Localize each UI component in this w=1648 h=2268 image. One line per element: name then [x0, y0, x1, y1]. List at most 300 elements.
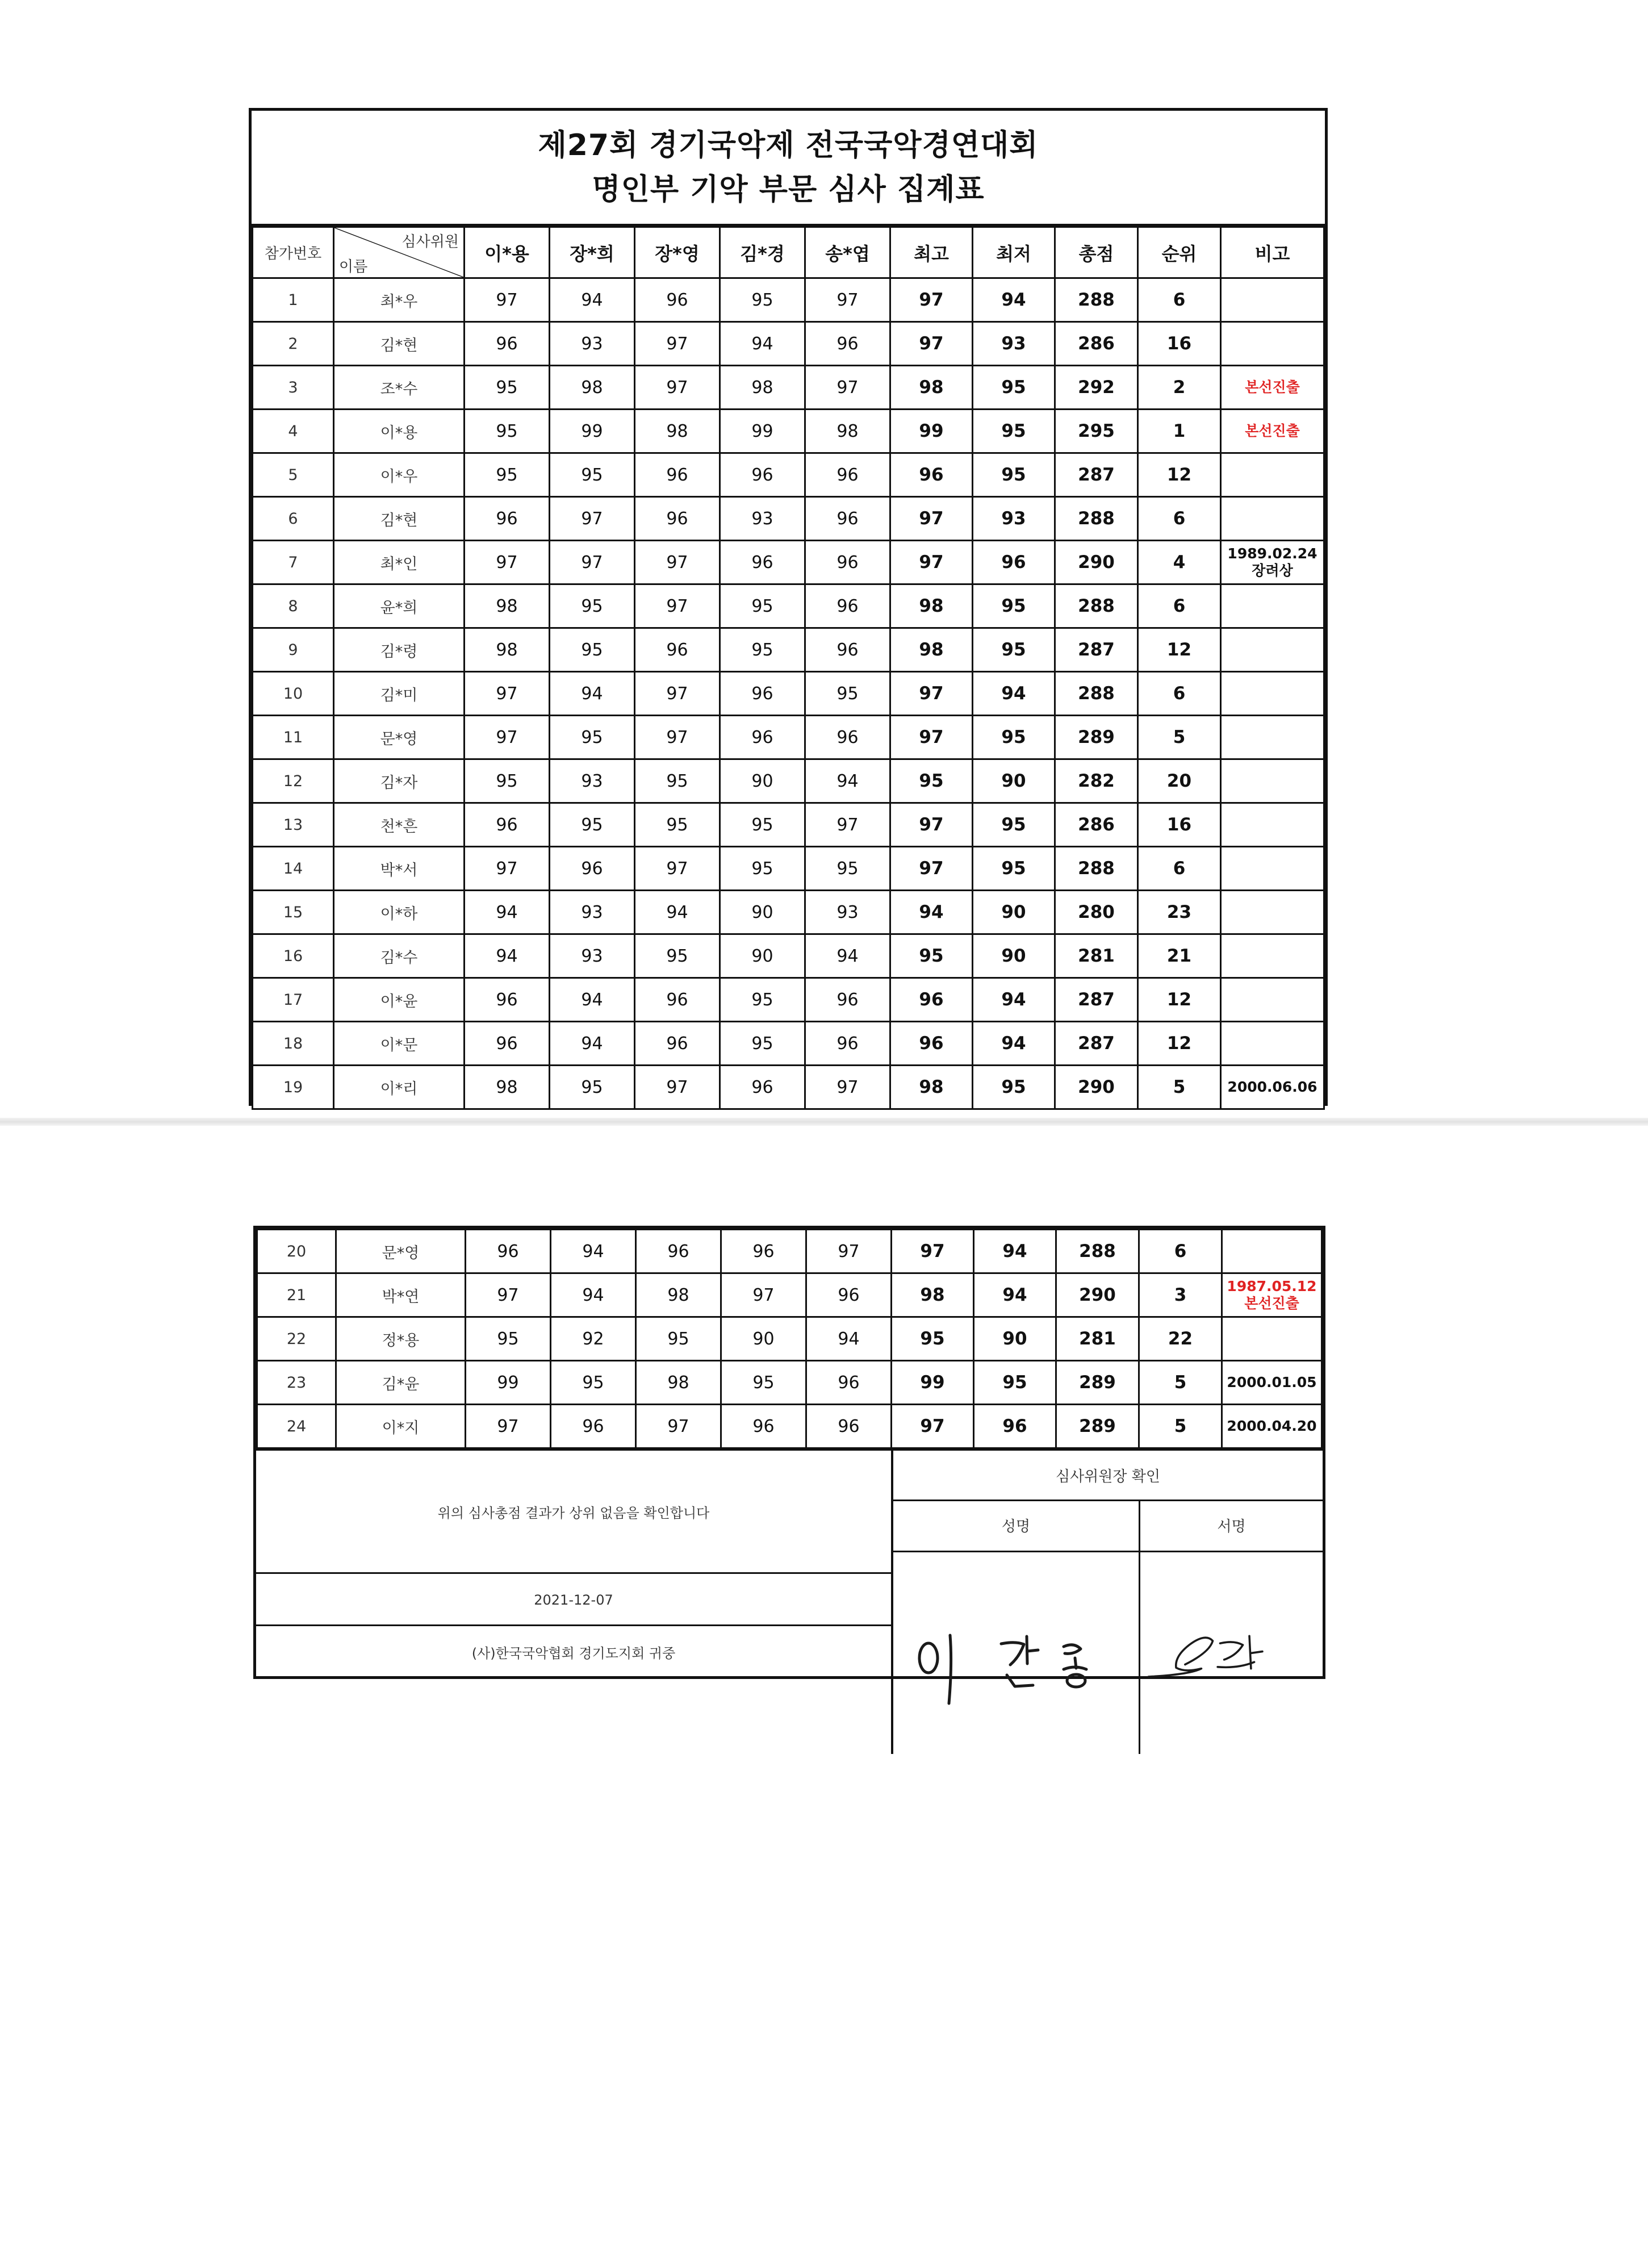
score-judge-3: 96	[635, 278, 720, 322]
entry-number: 14	[253, 847, 334, 891]
score-judge-5: 97	[805, 366, 890, 410]
rank: 16	[1138, 322, 1221, 366]
note-cell	[1222, 1361, 1322, 1405]
score-judge-5: 97	[805, 278, 890, 322]
entry-name: 김*윤	[336, 1361, 466, 1405]
score-judge-1: 99	[466, 1361, 551, 1405]
entry-number: 1	[253, 278, 334, 322]
score-judge-3: 95	[635, 759, 720, 803]
score-min: 96	[974, 1405, 1056, 1448]
entry-number: 22	[257, 1317, 336, 1361]
score-judge-4: 95	[720, 628, 805, 672]
score-total: 295	[1055, 410, 1138, 453]
header-number: 참가번호	[253, 227, 334, 278]
score-judge-3: 97	[635, 322, 720, 366]
score-judge-1: 97	[466, 1273, 551, 1317]
note-cell	[1221, 934, 1324, 978]
table-row	[253, 934, 1324, 978]
score-judge-2: 99	[550, 410, 635, 453]
score-judge-4: 98	[720, 366, 805, 410]
entry-name: 윤*희	[334, 584, 465, 628]
header-note: 비고	[1221, 227, 1324, 278]
score-min: 94	[973, 672, 1055, 716]
rank: 6	[1138, 672, 1221, 716]
table-row	[253, 322, 1324, 366]
header-judges: 심사위원	[401, 233, 459, 250]
score-judge-1: 95	[465, 759, 550, 803]
entry-number: 24	[257, 1405, 336, 1448]
note-cell	[1222, 1405, 1322, 1448]
table-row	[253, 672, 1324, 716]
score-total: 287	[1055, 1022, 1138, 1066]
score-max: 99	[890, 410, 973, 453]
note-cell	[1221, 759, 1324, 803]
header-max: 최고	[890, 227, 973, 278]
score-judge-4: 97	[721, 1273, 806, 1317]
score-max: 97	[890, 672, 973, 716]
score-judge-1: 96	[466, 1230, 551, 1273]
rank: 6	[1138, 278, 1221, 322]
entry-number: 6	[253, 497, 334, 541]
note-cell	[1221, 278, 1324, 322]
score-judge-3: 96	[635, 628, 720, 672]
note-text: 2000.01.05	[1227, 1374, 1317, 1390]
table-row	[253, 978, 1324, 1022]
score-total: 290	[1056, 1273, 1139, 1317]
score-judge-2: 93	[550, 322, 635, 366]
note-cell	[1221, 1022, 1324, 1066]
chair-signature	[1140, 1551, 1323, 1754]
entry-number: 2	[253, 322, 334, 366]
table-row	[253, 628, 1324, 672]
entry-name: 이*윤	[334, 978, 465, 1022]
entry-number: 9	[253, 628, 334, 672]
note-cell	[1221, 584, 1324, 628]
score-judge-4: 96	[720, 672, 805, 716]
score-judge-2: 92	[551, 1317, 636, 1361]
name-label: 성명	[893, 1500, 1140, 1552]
score-min: 93	[973, 322, 1055, 366]
score-total: 282	[1055, 759, 1138, 803]
score-judge-3: 97	[635, 1066, 720, 1109]
table-row	[257, 1230, 1322, 1273]
score-judge-3: 98	[636, 1361, 721, 1405]
score-max: 97	[892, 1405, 974, 1448]
score-total: 280	[1055, 891, 1138, 934]
score-judge-3: 97	[635, 584, 720, 628]
score-sheet-page-1	[249, 108, 1328, 1106]
entry-number: 18	[253, 1022, 334, 1066]
score-max: 94	[890, 891, 973, 934]
score-judge-2: 97	[550, 541, 635, 584]
score-judge-1: 97	[465, 672, 550, 716]
score-judge-4: 95	[720, 1022, 805, 1066]
score-judge-3: 96	[636, 1230, 721, 1273]
confirmation-footer	[256, 1449, 1323, 1754]
score-judge-1: 98	[465, 584, 550, 628]
score-judge-2: 97	[550, 497, 635, 541]
score-judge-3: 95	[635, 803, 720, 847]
table-row	[253, 891, 1324, 934]
table-row	[253, 366, 1324, 410]
entry-name: 이*하	[334, 891, 465, 934]
entry-number: 5	[253, 453, 334, 497]
score-judge-5: 97	[805, 1066, 890, 1109]
entry-number: 16	[253, 934, 334, 978]
score-judge-5: 96	[805, 322, 890, 366]
rank: 5	[1139, 1405, 1222, 1448]
confirm-statement: 위의 심사총점 결과가 상위 없음을 확인합니다	[437, 1505, 710, 1521]
score-total: 289	[1056, 1405, 1139, 1448]
score-judge-2: 95	[551, 1361, 636, 1405]
score-judge-5: 98	[805, 410, 890, 453]
note-text: 2000.04.20	[1227, 1418, 1317, 1434]
score-judge-3: 97	[636, 1405, 721, 1448]
note-cell	[1221, 497, 1324, 541]
note-subtext: 장려상	[1252, 562, 1293, 579]
score-judge-4: 90	[720, 759, 805, 803]
rank: 6	[1139, 1230, 1222, 1273]
entry-name: 문*영	[334, 716, 465, 759]
score-judge-1: 95	[465, 366, 550, 410]
score-judge-4: 96	[720, 541, 805, 584]
score-total: 289	[1056, 1361, 1139, 1405]
score-table	[252, 226, 1325, 1110]
score-judge-1: 97	[465, 847, 550, 891]
score-judge-4: 95	[720, 803, 805, 847]
score-judge-4: 95	[720, 847, 805, 891]
table-row	[253, 584, 1324, 628]
rank: 12	[1138, 453, 1221, 497]
note-cell	[1222, 1317, 1322, 1361]
score-min: 95	[973, 803, 1055, 847]
confirm-date: 2021-12-07	[256, 1572, 891, 1626]
entry-number: 19	[253, 1066, 334, 1109]
score-judge-4: 94	[720, 322, 805, 366]
score-judge-4: 95	[720, 278, 805, 322]
entry-name: 이*우	[334, 453, 465, 497]
score-judge-3: 97	[635, 716, 720, 759]
score-judge-5: 95	[805, 847, 890, 891]
note-text: 1987.05.12	[1227, 1278, 1317, 1294]
entry-name: 최*우	[334, 278, 465, 322]
note-subtext: 본선진출	[1244, 1295, 1299, 1311]
note-cell	[1221, 672, 1324, 716]
document-title: 제27회 경기국악제 전국국악경연대회	[538, 128, 1039, 162]
score-judge-4: 96	[720, 453, 805, 497]
score-max: 98	[890, 1066, 973, 1109]
note-cell	[1221, 803, 1324, 847]
score-max: 98	[890, 584, 973, 628]
score-total: 288	[1055, 278, 1138, 322]
note-cell	[1221, 366, 1324, 410]
header-name: 이름	[339, 258, 368, 275]
note-cell	[1221, 453, 1324, 497]
entry-name: 박*서	[334, 847, 465, 891]
score-judge-1: 94	[465, 891, 550, 934]
score-judge-1: 98	[465, 628, 550, 672]
score-max: 97	[890, 847, 973, 891]
score-min: 95	[974, 1361, 1056, 1405]
score-min: 90	[973, 891, 1055, 934]
score-max: 97	[890, 541, 973, 584]
table-row	[253, 453, 1324, 497]
score-total: 281	[1056, 1317, 1139, 1361]
score-judge-2: 93	[550, 759, 635, 803]
entry-name: 김*수	[334, 934, 465, 978]
score-judge-1: 94	[465, 934, 550, 978]
table-row	[253, 847, 1324, 891]
header-min: 최저	[973, 227, 1055, 278]
rank: 6	[1138, 584, 1221, 628]
note-cell	[1222, 1273, 1322, 1317]
rank: 5	[1138, 716, 1221, 759]
entry-name: 김*현	[334, 322, 465, 366]
score-min: 90	[973, 934, 1055, 978]
entry-name: 문*영	[336, 1230, 466, 1273]
score-min: 94	[973, 1022, 1055, 1066]
entry-number: 7	[253, 541, 334, 584]
score-judge-1: 96	[465, 1022, 550, 1066]
score-judge-3: 96	[635, 497, 720, 541]
chair-handwritten-name	[893, 1551, 1140, 1754]
chair-confirm-label: 심사위원장 확인	[893, 1451, 1323, 1501]
score-judge-1: 97	[465, 716, 550, 759]
score-judge-5: 97	[806, 1230, 892, 1273]
score-min: 94	[973, 278, 1055, 322]
note-text: 1989.02.24	[1227, 545, 1317, 562]
rank: 12	[1138, 628, 1221, 672]
rank: 23	[1138, 891, 1221, 934]
score-judge-5: 95	[805, 672, 890, 716]
score-max: 97	[890, 322, 973, 366]
score-judge-4: 95	[720, 584, 805, 628]
score-judge-5: 93	[805, 891, 890, 934]
score-judge-2: 94	[550, 1022, 635, 1066]
header-judge-2: 장*희	[550, 227, 635, 278]
entry-number: 21	[257, 1273, 336, 1317]
score-judge-5: 94	[806, 1317, 892, 1361]
entry-number: 8	[253, 584, 334, 628]
score-judge-1: 96	[465, 803, 550, 847]
score-judge-3: 96	[635, 978, 720, 1022]
score-sheet-page-2	[253, 1226, 1325, 1679]
score-judge-2: 95	[550, 453, 635, 497]
table-header-row	[253, 227, 1324, 278]
score-judge-3: 98	[636, 1273, 721, 1317]
score-judge-1: 97	[466, 1405, 551, 1448]
score-judge-3: 97	[635, 541, 720, 584]
score-max: 96	[890, 453, 973, 497]
table-row	[253, 541, 1324, 584]
score-judge-5: 97	[805, 803, 890, 847]
organization-name: (사)한국국악협회 경기도지회 귀중	[256, 1624, 891, 1677]
header-judge-4: 김*경	[720, 227, 805, 278]
score-total: 286	[1055, 322, 1138, 366]
score-judge-5: 96	[805, 628, 890, 672]
score-judge-2: 96	[551, 1405, 636, 1448]
entry-name: 최*인	[334, 541, 465, 584]
score-judge-4: 96	[720, 716, 805, 759]
score-max: 96	[890, 1022, 973, 1066]
entry-name: 정*용	[336, 1317, 466, 1361]
score-judge-3: 94	[635, 891, 720, 934]
score-judge-2: 95	[550, 716, 635, 759]
score-judge-5: 94	[805, 759, 890, 803]
entry-name: 김*현	[334, 497, 465, 541]
score-judge-5: 96	[805, 1022, 890, 1066]
score-max: 97	[890, 803, 973, 847]
score-judge-2: 95	[550, 628, 635, 672]
score-judge-1: 95	[465, 453, 550, 497]
note-cell	[1221, 716, 1324, 759]
score-max: 97	[890, 716, 973, 759]
score-min: 93	[973, 497, 1055, 541]
score-judge-3: 97	[635, 366, 720, 410]
entry-number: 10	[253, 672, 334, 716]
score-min: 96	[973, 541, 1055, 584]
score-judge-1: 96	[465, 497, 550, 541]
rank: 4	[1138, 541, 1221, 584]
score-judge-4: 90	[720, 934, 805, 978]
score-min: 95	[973, 847, 1055, 891]
score-max: 97	[890, 278, 973, 322]
score-judge-2: 98	[550, 366, 635, 410]
table-row	[253, 759, 1324, 803]
rank: 22	[1139, 1317, 1222, 1361]
score-judge-4: 99	[720, 410, 805, 453]
note-text: 2000.06.06	[1227, 1079, 1317, 1095]
table-row	[257, 1361, 1322, 1405]
rank: 12	[1138, 978, 1221, 1022]
score-total: 281	[1055, 934, 1138, 978]
rank: 16	[1138, 803, 1221, 847]
score-min: 95	[973, 716, 1055, 759]
score-judge-1: 96	[465, 322, 550, 366]
score-judge-1: 96	[465, 978, 550, 1022]
score-judge-4: 95	[721, 1361, 806, 1405]
score-judge-5: 96	[806, 1273, 892, 1317]
note-cell	[1222, 1230, 1322, 1273]
score-total: 288	[1055, 672, 1138, 716]
note-cell	[1221, 978, 1324, 1022]
score-judge-2: 94	[550, 978, 635, 1022]
note-cell	[1221, 410, 1324, 453]
score-judge-5: 96	[805, 497, 890, 541]
score-judge-2: 95	[550, 584, 635, 628]
score-judge-5: 96	[805, 541, 890, 584]
sign-label: 서명	[1140, 1500, 1323, 1552]
table-row	[257, 1317, 1322, 1361]
score-judge-4: 90	[720, 891, 805, 934]
header-judge-1: 이*용	[465, 227, 550, 278]
entry-name: 천*흔	[334, 803, 465, 847]
rank: 12	[1138, 1022, 1221, 1066]
score-judge-3: 95	[635, 934, 720, 978]
rank: 6	[1138, 497, 1221, 541]
score-judge-3: 96	[635, 1022, 720, 1066]
score-judge-4: 96	[721, 1230, 806, 1273]
entry-name: 이*문	[334, 1022, 465, 1066]
score-min: 94	[974, 1273, 1056, 1317]
table-row	[253, 1022, 1324, 1066]
score-max: 95	[890, 759, 973, 803]
entry-name: 김*령	[334, 628, 465, 672]
score-min: 90	[973, 759, 1055, 803]
note-cell	[1221, 891, 1324, 934]
score-judge-4: 93	[720, 497, 805, 541]
score-max: 95	[892, 1317, 974, 1361]
score-judge-5: 96	[805, 978, 890, 1022]
score-judge-2: 95	[550, 1066, 635, 1109]
note-cell	[1221, 1066, 1324, 1109]
score-min: 95	[973, 1066, 1055, 1109]
table-row	[253, 497, 1324, 541]
score-max: 97	[890, 497, 973, 541]
score-judge-1: 95	[466, 1317, 551, 1361]
header-judge-5: 송*엽	[805, 227, 890, 278]
rank: 3	[1139, 1273, 1222, 1317]
score-judge-4: 95	[720, 978, 805, 1022]
signature-image	[1140, 1551, 1323, 1754]
footer-left	[256, 1451, 893, 1754]
rank: 6	[1138, 847, 1221, 891]
table-row	[253, 716, 1324, 759]
header-judges-name	[334, 227, 465, 278]
note-text: 본선진출	[1245, 379, 1300, 395]
note-text: 본선진출	[1245, 423, 1300, 439]
table-row	[257, 1405, 1322, 1448]
entry-number: 17	[253, 978, 334, 1022]
document-subtitle: 명인부 기악 부문 심사 집계표	[592, 172, 985, 207]
score-total: 290	[1055, 541, 1138, 584]
entry-number: 12	[253, 759, 334, 803]
score-total: 288	[1056, 1230, 1139, 1273]
table-row	[257, 1273, 1322, 1317]
entry-number: 13	[253, 803, 334, 847]
entry-number: 20	[257, 1230, 336, 1273]
score-judge-1: 97	[465, 541, 550, 584]
entry-name: 이*용	[334, 410, 465, 453]
table-row	[253, 1066, 1324, 1109]
rank: 21	[1138, 934, 1221, 978]
score-judge-3: 98	[635, 410, 720, 453]
score-min: 95	[973, 366, 1055, 410]
rank: 5	[1138, 1066, 1221, 1109]
score-judge-5: 96	[806, 1361, 892, 1405]
entry-name: 이*리	[334, 1066, 465, 1109]
score-max: 98	[890, 366, 973, 410]
rank: 1	[1138, 410, 1221, 453]
table-row	[253, 278, 1324, 322]
score-total: 286	[1055, 803, 1138, 847]
entry-name: 김*자	[334, 759, 465, 803]
score-judge-1: 95	[465, 410, 550, 453]
score-judge-2: 94	[550, 672, 635, 716]
score-judge-4: 90	[721, 1317, 806, 1361]
score-total: 290	[1055, 1066, 1138, 1109]
score-judge-2: 94	[551, 1273, 636, 1317]
score-min: 90	[974, 1317, 1056, 1361]
rank: 5	[1139, 1361, 1222, 1405]
footer-right	[893, 1451, 1323, 1754]
score-min: 95	[973, 410, 1055, 453]
entry-name: 김*미	[334, 672, 465, 716]
entry-number: 11	[253, 716, 334, 759]
score-min: 95	[973, 628, 1055, 672]
score-judge-3: 96	[635, 453, 720, 497]
score-total: 292	[1055, 366, 1138, 410]
